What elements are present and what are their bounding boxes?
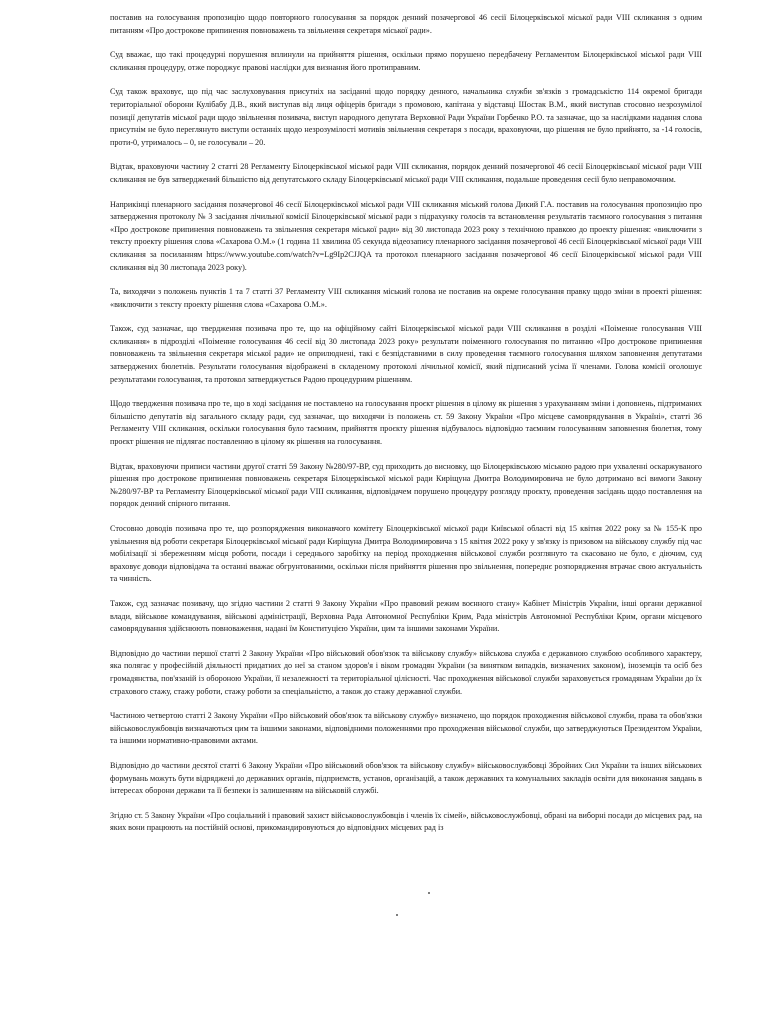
paragraph-12: Відповідно до частини першої статті 2 Закону України «Про військовий обов'язок та військову службу» військова служба є державною службою особливого характеру, яка полягає у професійній діяльності придатних до неї за станом здоров'я і віком громадян України (за винятком випадків, визначених законом), іноземців та осіб без громадянства, пов'язаній із обороною України, її незалежності та територіальної цілісності. Час проходження військової служби зараховується громадянам України до їх страхового стажу, стажу роботи, стажу роботи за спеціальністю, а також до стажу державної служби.: [110, 648, 702, 696]
paragraph-13: Частиною четвертою статті 2 Закону України «Про військовий обов'язок та військову службу» визначено, що порядок проходження військової служби, права та обов'язки військовослужбовців визначаються цим та іншими законами, відповідними положеннями про проходження військової служби, що затверджуються Президентом України, та іншими нормативно-правовими актами.: [110, 711, 702, 746]
paragraph-10: Стосовно доводів позивача про те, що розпорядження виконавчого комітету Білоцерківської міської ради Київської області від 15 квітня 2022 року за № 155-К про увільнення від роботи секретаря Білоцерківської міської ради Киріщуна Дмитра Володимировича з 15 квітня 2022 року у зв'язку із призовом на військову службу під час мобілізації зі збереженням місця роботи, посади і середнього заробітку на період проходження військової служби розглянуто та скасовано не було, є діючим, суд враховує доводи відповідача та останні вважає обгрунтованими, оскільки після прийняття рішення про звільнення, попереднє розпорядження втрачає свою актуальність та чинність.: [110, 524, 702, 584]
paragraph-3: Суд також враховує, що під час заслуховування присутніх на засіданні щодо порядку денного, начальника служби зв'язків з громадськістю 114 окремої бригади територіальної оборони Кулібабу Д.В., який виступав від лиця офіцерів бригади з промовою, капітана у відставці Шостак В.М., який виступав стосовно незрозумілої позиції депутатів міської ради щодо звільнення позивача, виступ народного депутата Верховної Ради України Горбенко Р.О. та зазначає, що за наслідками надання слова присутнім не було переглянуто виступи останніх щодо незрозумілості мотивів звільнення секретаря з посади, враховуючи, що рішення не було прийнято, за -14 голосів, проти-0, утрималось – 0, не голосували – 20.: [110, 87, 702, 147]
paragraph-9: Відтак, враховуючи приписи частини другої статті 59 Закону №280/97-ВР, суд приходить до висновку, що Білоцерківською міською радою при ухваленні оскаржуваного рішення про дострокове припинення повноважень секретаря Білоцерківської міської ради Киріщуна Дмитра Володимировича не було дотримано всі вимоги Закону №280/97-ВР та Регламенту Білоцерківської міської ради VIII скликання, відповідачем порушено процедуру розгляду проєкту, проведення засідань щодо поставлення на порядок денний спірного питання.: [110, 461, 702, 509]
paragraph-5: Наприкінці пленарного засідання позачергової 46 сесії Білоцерківської міської ради VIII скликання міський голова Дикий Г.А. поставив на голосування пропозицію про затвердження протоколу № 3 засідання лічильної комісії Білоцерківської міської ради з підрахунку голосів та встановлення результатів таємного голосування з питання «Про дострокове припинення повноважень та звільнення секретаря міської ради» від 30 листопада 2023 року з технічною правкою до проекту рішення: «виключити з тексту проекту рішення слова «Сахарова О.М.» (1 година 11 хвилина 05 секунда відеозапису пленарного засідання позачергової 46 сесії Білоцерківської міської ради VIII скликання за посиланням https://www.youtube.com/watch?v=Lg9Ip2CJJQA та протокол пленарного засідання позачергової 46 сесії Білоцерківської міської ради VIII скликання від 30 листопада 2023 року).: [110, 199, 702, 272]
paragraph-11: Також, суд зазначає позивачу, що згідно частини 2 статті 9 Закону України «Про правовий режим воєнного стану» Кабінет Міністрів України, інші органи державної влади, військове командування, військові адміністрації, Верховна Рада Автономної Республіки Крим, Рада міністрів Автономної Республіки Крим, органи місцевого самоврядування здійснюють повноваження, надані їм Конституцією України, цим та іншими законами України.: [110, 598, 702, 634]
paragraph-2: Суд вважає, що такі процедурні порушення вплинули на прийняття рішення, оскільки прямо порушено передбачену Регламентом Білоцерківської міської ради VIII скликання процедуру, отже породжує правові наслідки для визнання його протиправним.: [110, 50, 702, 72]
paragraph-7: Також, суд зазначає, що твердження позивача про те, що на офіційному сайті Білоцерківської міської ради VIII скликання в розділі «Поіменне голосування VIII скликання» в підрозділі «Поіменне голосування 46 сесії від 30 листопада 2023 року» результати поіменного голосування по питанню «Про дострокове припинення повноважень та звільнення секретаря міської ради» не оприлюднені, такі є безпідставними в силу проведення таємного голосування шляхом заповнення депутатами затверджених бюлетнів. Результати голосування відображені в складеному протоколі лічильної комісії, який підписаний усіма її членами. Голова комісії оголошує результатами голосування, та протокол затверджується Радою процедурним рішенням.: [110, 324, 702, 384]
paragraph-6: Та, виходячи з положень пунктів 1 та 7 статті 37 Регламенту VIII скликання міський голова не поставив на окреме голосування правку щодо зміни в проекті рішення: «виключити з тексту проекту рішення слова «Сахарова О.М.».: [110, 287, 702, 309]
paragraph-14: Відповідно до частини десятої статті 6 Закону України «Про військовий обов'язок та військову службу» військовослужбовці Збройних Сил України та інших військових формувань можуть бути відряджені до державних органів, підприємств, установ, організацій, а також державних та комунальних закладів освіти для виконання завдань в інтересах оборони держави та її безпеки із залишенням на військовій службі.: [110, 760, 702, 796]
paragraph-8: Щодо твердження позивача про те, що в ході засідання не поставлено на голосування проєкт рішення в цілому як рішення з урахуванням зміни і доповнень, підтриманих більшістю депутатів від загального складу ради, суд зазначає, що виходячи із положень ст. 59 Закону України «Про місцеве самоврядування в Україні», статті 36 Регламенту VIII скликання, оскільки голосування було таємним, прийняття проєкту рішення відбувалось відповідно таємним голосуванням заповнення бюлетня, тому проєкт рішення не підлягає поставленню в цілому як рішення на голосування.: [110, 399, 702, 447]
scan-speck: [396, 914, 398, 916]
paragraph-1: поставив на голосування пропозицію щодо повторного голосування за порядок денний позачергової 46 сесії Білоцерківської міської ради VIII скликання з одним питанням «Про дострокове припинення повноважень та звільнення секретаря міської ради».: [110, 13, 702, 35]
paragraph-4: Відтак, враховуючи частину 2 статті 28 Регламенту Білоцерківської міської ради VIII скликання, порядок денний позачергової 46 сесії Білоцерківської міської ради VIII скликання не був затверджений більшістю від депутатського складу Білоцерківської міської ради VIII скликання, подальше проведення сесії було неправомочним.: [110, 162, 702, 184]
paragraph-15: Згідно ст. 5 Закону України «Про соціальний і правовий захист військовослужбовців і членів їх сімей», військовослужбовці, обрані на виборні посади до місцевих рад, на яких вони працюють на постійній основі, прикомандировуються до відповідних місцевих рад із: [110, 810, 702, 833]
scan-speck: [428, 892, 430, 894]
